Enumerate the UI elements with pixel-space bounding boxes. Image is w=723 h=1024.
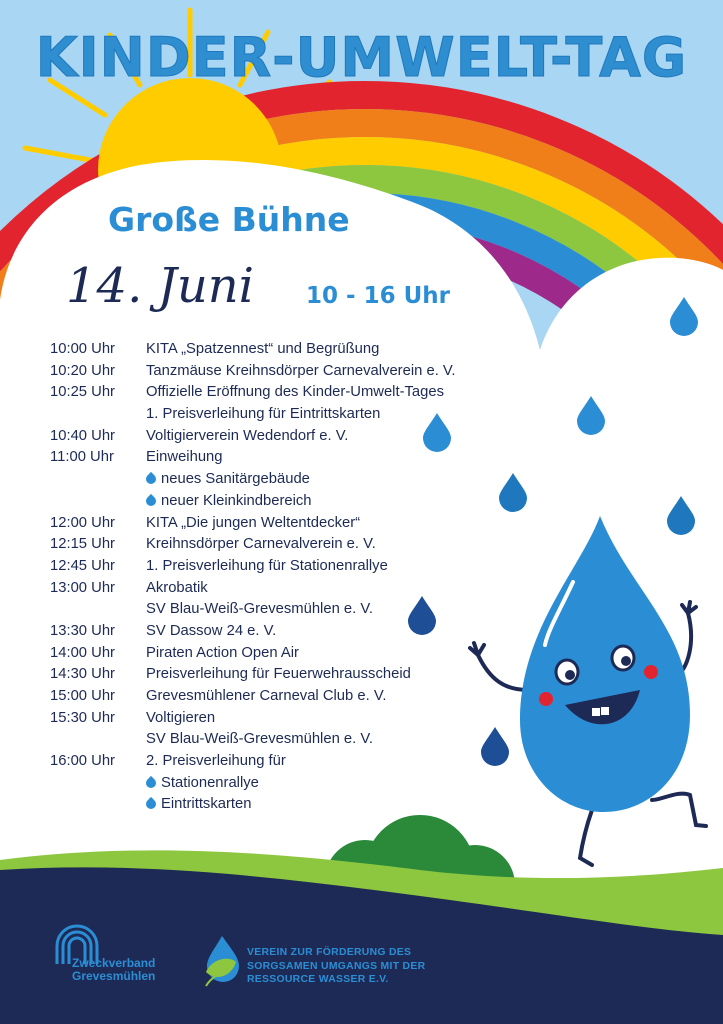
schedule-event: Voltigierverein Wedendorf e. V. — [146, 427, 349, 444]
schedule-time: 10:20 Uhr — [50, 362, 115, 379]
logo-line: VEREIN ZUR FÖRDERUNG DES — [247, 947, 412, 958]
schedule-row — [50, 645, 480, 667]
schedule-row — [50, 666, 480, 688]
schedule-time: 14:30 Uhr — [50, 666, 115, 683]
event-hours: 10 - 16 Uhr — [306, 283, 450, 309]
schedule-event: Grevesmühlener Carneval Club e. V. — [146, 688, 387, 704]
schedule-row — [50, 515, 480, 537]
schedule-time: 12:15 Uhr — [50, 536, 115, 553]
schedule-row — [50, 449, 480, 471]
schedule-event: KITA „Spatzennest“ und Begrüßung — [146, 341, 380, 357]
schedule-event: SV Dassow 24 e. V. — [146, 622, 277, 639]
schedule-event: Einweihung — [146, 449, 223, 466]
schedule-row — [50, 558, 480, 580]
schedule-row — [50, 384, 480, 406]
schedule-row — [50, 796, 480, 818]
schedule-event: SV Blau-Weiß-Grevesmühlen e. V. — [146, 731, 373, 748]
schedule-row — [50, 493, 480, 515]
logo-line: Zweckverband — [72, 956, 156, 970]
schedule-event: KITA „Die jungen Weltentdecker“ — [146, 514, 361, 531]
schedule-row — [50, 406, 480, 428]
schedule-event: Kreihnsdörper Carnevalverein e. V. — [146, 536, 376, 553]
schedule-time: 10:40 Uhr — [50, 427, 115, 444]
schedule-row — [50, 775, 480, 797]
logo-line: RESSOURCE WASSER E.V. — [247, 974, 389, 985]
schedule-time: 15:30 Uhr — [50, 709, 115, 726]
schedule-event: Piraten Action Open Air — [146, 644, 299, 661]
schedule-time: 13:00 Uhr — [50, 579, 115, 596]
schedule-row — [50, 428, 480, 450]
schedule-event: neuer Kleinkindbereich — [161, 492, 312, 509]
schedule-row — [50, 623, 480, 645]
schedule-event: 1. Preisverleihung für Stationenrallye — [146, 557, 388, 574]
schedule-event: Preisverleihung für Feuerwehrausscheid — [146, 666, 411, 683]
verein-logo-text — [247, 946, 425, 987]
schedule-list — [50, 341, 480, 818]
schedule-time: 12:00 Uhr — [50, 514, 115, 531]
schedule-row — [50, 731, 480, 753]
schedule-time: 14:00 Uhr — [50, 644, 115, 661]
schedule-row — [50, 580, 480, 602]
schedule-event: Offizielle Eröffnung des Kinder-Umwelt-Tages — [146, 384, 444, 401]
bullet-drop-icon — [144, 797, 158, 811]
schedule-event: 1. Preisverleihung für Eintrittskarten — [146, 406, 381, 423]
schedule-time: 16:00 Uhr — [50, 753, 115, 770]
bullet-drop-icon — [144, 494, 158, 508]
schedule-event: Tanzmäuse Kreihnsdörper Carnevalverein e. V. — [146, 362, 456, 379]
schedule-event: 2. Preisverleihung für — [146, 753, 286, 770]
bullet-drop-icon — [144, 472, 158, 486]
schedule-row — [50, 341, 480, 363]
schedule-time: 10:00 Uhr — [50, 341, 115, 357]
schedule-time: 11:00 Uhr — [50, 449, 114, 466]
zweckverband-logo-text — [72, 957, 155, 983]
schedule-row — [50, 601, 480, 623]
schedule-row — [50, 536, 480, 558]
schedule-row — [50, 688, 480, 710]
event-date: 14. Juni — [66, 258, 255, 314]
schedule-time: 15:00 Uhr — [50, 688, 115, 704]
schedule-row — [50, 753, 480, 775]
schedule-time: 12:45 Uhr — [50, 557, 115, 574]
poster-title: KINDER-UMWELT-TAG — [35, 26, 688, 89]
schedule-event: Eintrittskarten — [161, 796, 252, 813]
schedule-event: Stationenrallye — [161, 774, 259, 791]
logo-line: SORGSAMEN UMGANGS MIT DER — [247, 960, 426, 972]
bullet-drop-icon — [144, 776, 158, 790]
schedule-event: neues Sanitärgebäude — [161, 471, 310, 488]
schedule-row — [50, 710, 480, 732]
schedule-row — [50, 471, 480, 493]
logo-line: Grevesmühlen — [72, 969, 156, 983]
schedule-event: SV Blau-Weiß-Grevesmühlen e. V. — [146, 601, 373, 618]
schedule-time: 10:25 Uhr — [50, 384, 115, 401]
stage-heading: Große Bühne — [108, 200, 350, 239]
schedule-event: Voltigieren — [146, 709, 216, 726]
schedule-row — [50, 363, 480, 385]
schedule-event: Akrobatik — [146, 579, 208, 596]
schedule-time: 13:30 Uhr — [50, 622, 115, 639]
